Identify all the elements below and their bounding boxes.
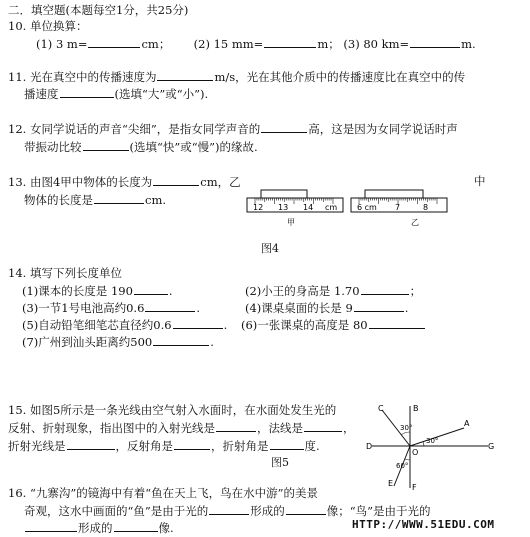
q13-text-d: 物体的长度是 — [24, 193, 93, 207]
q13-line-1 — [8, 174, 241, 189]
q13-text-a: 13. 由图4甲中物体的长度为 — [8, 175, 153, 189]
q12-line-2 — [24, 139, 258, 154]
q16-text-2a: 奇观，这水中画面的“鱼”是由于光的 — [24, 504, 209, 518]
q15-blank-5[interactable] — [270, 438, 304, 450]
q14-item-2 — [245, 283, 421, 298]
angle-label: 30° — [400, 424, 413, 432]
object-b — [365, 190, 423, 198]
point-label-a: A — [464, 419, 470, 428]
figure-4-caption: 图4 — [261, 242, 279, 255]
q13-blank-2[interactable] — [94, 192, 144, 204]
q14-item-7 — [22, 334, 214, 349]
q15-text-2a: 反射、折射现象，指出图中的入射光线是 — [8, 421, 215, 435]
q16-line-1: 16. “九寨沟”的镜海中有着“鱼在天上飞，鸟在水中游”的美景 — [8, 486, 318, 500]
point-label-g: G — [488, 442, 494, 451]
ruler-a — [247, 190, 343, 227]
q10-heading: 10. 单位换算： — [8, 19, 88, 33]
q16-blank-3[interactable] — [25, 520, 77, 532]
q14-i6-text: (6)一张课桌的高度是 80 — [241, 318, 368, 332]
q11-blank-2[interactable] — [60, 86, 114, 98]
q14-blank-6[interactable] — [369, 317, 425, 329]
q10-part2: (2) 15 mm= — [193, 37, 264, 51]
q14-i4-text: (4)课桌桌面的长是 9 — [245, 301, 353, 315]
q14-item-4 — [245, 300, 408, 315]
q14-i2-text: (2)小王的身高是 1.70 — [245, 284, 360, 298]
q12-text-d: (选填“快”或“慢”)的缘故. — [129, 140, 258, 154]
q14-item-1 — [22, 283, 173, 298]
q15-blank-1[interactable] — [216, 420, 256, 432]
angle-label: 60° — [396, 462, 409, 470]
q15-line-3 — [8, 438, 320, 453]
figure-5 — [364, 402, 494, 492]
ruler-a-tick-label: 12 — [253, 203, 264, 212]
point-label-d: D — [366, 442, 373, 451]
q10-unit1: cm； — [141, 37, 171, 51]
point-label-e: E — [388, 479, 394, 488]
q13-line-2 — [24, 192, 166, 207]
q14-item-6 — [241, 317, 426, 332]
q15-blank-2[interactable] — [304, 420, 342, 432]
q14-i3-end: . — [196, 301, 201, 315]
section-title: 二．填空题(本题每空1分，共25分) — [8, 3, 189, 17]
ruler-a-unit: cm — [325, 203, 338, 212]
q10-part1: (1) 3 m= — [36, 37, 88, 51]
q14-i7-end: . — [210, 335, 214, 349]
q11-line-1 — [8, 69, 465, 84]
q15-line-1: 15. 如图5所示是一条光线由空气射入水面时，在水面处发生光的 — [8, 403, 337, 417]
q11-text-c: 播速度 — [24, 87, 59, 101]
q16-text-3a: 形成的 — [78, 521, 113, 535]
q14-i2-end: ； — [409, 284, 422, 298]
q11-line-2 — [24, 86, 208, 101]
q12-text-b: 高，这是因为女同学说话时声 — [308, 122, 458, 136]
q10-line — [36, 36, 476, 51]
q16-blank-2[interactable] — [286, 503, 326, 515]
q10-blank-1[interactable] — [88, 36, 140, 48]
object-a — [261, 190, 307, 198]
q12-line-1 — [8, 121, 458, 136]
point-label-c: C — [378, 404, 384, 413]
q13-text-c: 中 — [474, 174, 486, 188]
ruler-b-tick-label: 7 — [395, 203, 401, 212]
q16-line-2 — [24, 503, 431, 518]
q15-blank-4[interactable] — [174, 438, 210, 450]
q14-i1-text: (1)课本的长度是 190 — [22, 284, 133, 298]
q10-unit3: m. — [461, 37, 476, 51]
q13-text-b: cm，乙 — [200, 175, 241, 189]
q16-blank-1[interactable] — [209, 503, 249, 515]
angle-arc — [405, 459, 410, 460]
q12-blank-1[interactable] — [261, 121, 307, 133]
q14-blank-7[interactable] — [153, 334, 209, 346]
q15-text-3a: 折射光线是 — [8, 439, 66, 453]
q12-blank-2[interactable] — [83, 139, 129, 151]
q14-i3-text: (3)一节1号电池高约0.6 — [22, 301, 145, 315]
q15-text-3c: ，折射角是 — [211, 439, 269, 453]
ruler-b-tick-label: 6 cm — [357, 203, 377, 212]
q14-blank-4[interactable] — [354, 300, 404, 312]
q14-i5-end: . — [223, 318, 228, 332]
figure-5-caption: 图5 — [271, 456, 289, 469]
q13-text-e: cm. — [145, 193, 167, 207]
ruler-b-label: 乙 — [411, 218, 419, 227]
q14-blank-1[interactable] — [134, 283, 168, 295]
angle-arc — [423, 442, 424, 446]
q14-item-3 — [22, 300, 200, 315]
q10-part3: (3) 80 km= — [343, 37, 410, 51]
ruler-a-tick-label: 14 — [303, 203, 314, 212]
q15-text-2b: ，法线是 — [257, 421, 303, 435]
q15-blank-3[interactable] — [67, 438, 115, 450]
angle-arc — [401, 432, 410, 435]
q13-blank-1[interactable] — [153, 174, 199, 186]
q16-text-2c: 像；“鸟”是由于光的 — [326, 504, 431, 518]
point-label-b: B — [413, 404, 419, 413]
q12-text-a: 12. 女同学说话的声音“尖细”，是指女同学声音的 — [8, 122, 261, 136]
q15-text-3d: 度. — [304, 439, 320, 453]
q15-line-2 — [8, 420, 355, 435]
ruler-b — [351, 190, 447, 227]
q10-blank-3[interactable] — [410, 36, 460, 48]
q10-unit2: m； — [317, 37, 340, 51]
site-watermark: HTTP://WWW.51EDU.COM — [352, 518, 495, 531]
q11-text-a: 11. 光在真空中的传播速度为 — [8, 70, 157, 84]
q11-blank-1[interactable] — [157, 69, 213, 81]
q16-line-3 — [24, 520, 174, 535]
point-label-o: O — [412, 448, 419, 457]
angle-label: 30° — [426, 437, 439, 445]
q10-blank-2[interactable] — [264, 36, 316, 48]
q16-text-3b: 像. — [158, 521, 174, 535]
q16-text-2b: 形成的 — [250, 504, 285, 518]
q14-i4-end: . — [404, 301, 409, 315]
q12-text-c: 带振动比较 — [24, 140, 82, 154]
point-label-f: F — [412, 483, 417, 492]
figure-4 — [245, 188, 450, 230]
q16-blank-4[interactable] — [114, 520, 158, 532]
q14-item-5 — [22, 317, 227, 332]
q15-text-3b: ，反射角是 — [115, 439, 173, 453]
q14-i1-end: . — [168, 284, 173, 298]
ruler-b-tick-label: 8 — [423, 203, 429, 212]
q14-i7-text: (7)广州到汕头距离约500 — [22, 335, 153, 349]
q14-heading: 14. 填写下列长度单位 — [8, 266, 122, 280]
q14-blank-2[interactable] — [361, 283, 409, 295]
ruler-a-label: 甲 — [287, 218, 295, 227]
ruler-a-tick-label: 13 — [278, 203, 289, 212]
q14-blank-3[interactable] — [145, 300, 195, 312]
q14-blank-5[interactable] — [173, 317, 223, 329]
q11-text-d: (选填“大”或“小”). — [114, 87, 209, 101]
q14-i5-text: (5)自动铅笔细笔芯直径约0.6 — [22, 318, 172, 332]
q11-text-b: m/s，光在其他介质中的传播速度比在真空中的传 — [214, 70, 466, 84]
q15-text-2c: ， — [343, 421, 355, 435]
